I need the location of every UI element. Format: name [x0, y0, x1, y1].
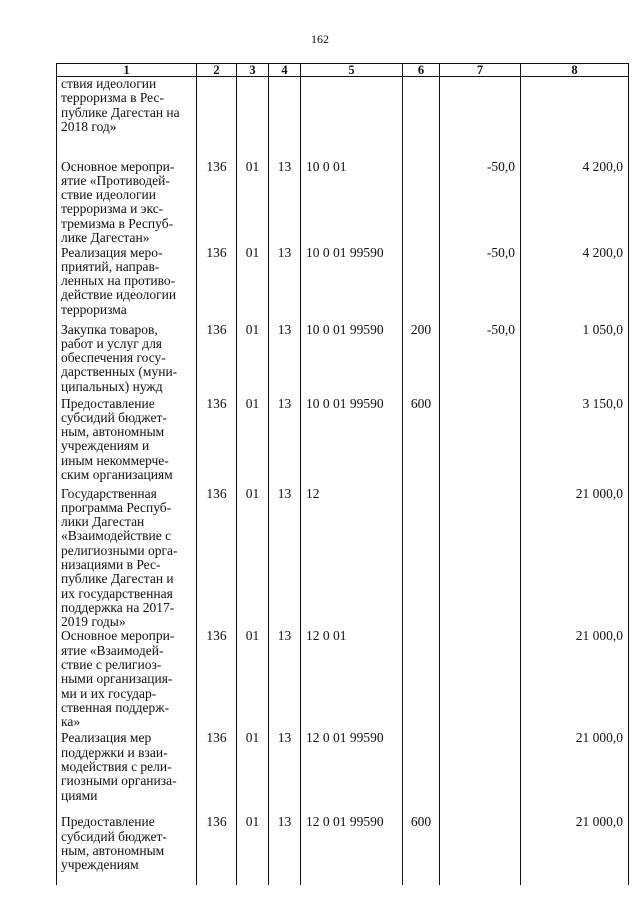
row-description: Реализация меро- приятий, направ- ленных на противо- действие идеологии терроризма [57, 246, 197, 323]
cell-section: 01 [237, 397, 269, 487]
column-header: 5 [301, 64, 403, 77]
row-description: Закупка товаров, работ и услуг для обеспечения госу- дарственных (муни- ципальных) нужд [57, 323, 197, 397]
cell-subsection: 13 [269, 397, 301, 487]
cell-subsection: 13 [269, 246, 301, 323]
cell-change [440, 629, 521, 731]
cell-amount: 21 000,0 [521, 815, 629, 885]
table-row [57, 731, 629, 815]
cell-target-article: 12 [301, 487, 403, 630]
cell-amount: 4 200,0 [521, 160, 629, 246]
cell-subsection: 13 [269, 815, 301, 885]
cell-subsection: 13 [269, 160, 301, 246]
cell-change: -50,0 [440, 323, 521, 397]
cell-section: 01 [237, 815, 269, 885]
cell-expense-type [403, 731, 440, 815]
row-description: Государственная программа Респуб- лики Дагестан «Взаимодействие с религиозными орга- низациями в Рес- публике Дагестан и их государственная поддержка на 2017- 2019 годы» [57, 487, 197, 630]
cell-amount: 1 050,0 [521, 323, 629, 397]
cell-admin-code [197, 77, 237, 160]
cell-expense-type: 600 [403, 815, 440, 885]
header-row [57, 64, 629, 77]
table-row [57, 246, 629, 323]
cell-admin-code: 136 [197, 731, 237, 815]
table-row [57, 323, 629, 397]
cell-subsection: 13 [269, 629, 301, 731]
cell-admin-code: 136 [197, 323, 237, 397]
row-description: Предоставление субсидий бюджет- ным, автономным учреждениям [57, 815, 197, 885]
cell-change: -50,0 [440, 160, 521, 246]
column-header: 3 [237, 64, 269, 77]
cell-change [440, 487, 521, 630]
row-description: Основное меропри- ятие «Взаимодей- ствие с религиоз- ными организация- ми и их государ- ственная поддерж- ка» [57, 629, 197, 731]
cell-target-article: 12 0 01 [301, 629, 403, 731]
cell-section: 01 [237, 629, 269, 731]
row-description: Предоставление субсидий бюджет- ным, автономным учреждениям и иным некоммерче- ским организациям [57, 397, 197, 487]
cell-amount: 21 000,0 [521, 731, 629, 815]
cell-admin-code: 136 [197, 815, 237, 885]
page-number: 162 [311, 32, 329, 46]
column-header: 1 [57, 64, 197, 77]
column-header: 2 [197, 64, 237, 77]
cell-change [440, 731, 521, 815]
cell-expense-type: 200 [403, 323, 440, 397]
row-description: Реализация мер поддержки и взаи- модействия с рели- гиозными организа- циями [57, 731, 197, 815]
table-row [57, 629, 629, 731]
cell-admin-code: 136 [197, 160, 237, 246]
cell-expense-type [403, 77, 440, 160]
row-description: Основное меропри- ятие «Противодей- ствие идеологии терроризма и экс- тремизма в Респуб- лике Дагестан» [57, 160, 197, 246]
cell-target-article [301, 77, 403, 160]
cell-section: 01 [237, 323, 269, 397]
column-header: 8 [521, 64, 629, 77]
cell-target-article: 12 0 01 99590 [301, 731, 403, 815]
cell-amount: 21 000,0 [521, 487, 629, 630]
cell-target-article: 10 0 01 99590 [301, 323, 403, 397]
cell-expense-type [403, 629, 440, 731]
table-row [57, 397, 629, 487]
cell-admin-code: 136 [197, 629, 237, 731]
cell-amount: 3 150,0 [521, 397, 629, 487]
cell-section: 01 [237, 731, 269, 815]
cell-change [440, 815, 521, 885]
column-header: 4 [269, 64, 301, 77]
cell-amount [521, 77, 629, 160]
cell-expense-type [403, 160, 440, 246]
cell-admin-code: 136 [197, 246, 237, 323]
row-description: ствия идеологии терроризма в Рес- публике Дагестан на 2018 год» [57, 77, 197, 160]
cell-subsection [269, 77, 301, 160]
cell-amount: 4 200,0 [521, 246, 629, 323]
table-row [57, 160, 629, 246]
cell-section: 01 [237, 246, 269, 323]
budget-table [56, 63, 629, 885]
cell-subsection: 13 [269, 487, 301, 630]
cell-change: -50,0 [440, 246, 521, 323]
cell-target-article: 12 0 01 99590 [301, 815, 403, 885]
cell-target-article: 10 0 01 99590 [301, 397, 403, 487]
cell-change [440, 397, 521, 487]
cell-admin-code: 136 [197, 397, 237, 487]
cell-section: 01 [237, 160, 269, 246]
cell-subsection: 13 [269, 323, 301, 397]
cell-change [440, 77, 521, 160]
table-row [57, 815, 629, 885]
cell-target-article: 10 0 01 [301, 160, 403, 246]
column-header: 7 [440, 64, 521, 77]
cell-admin-code: 136 [197, 487, 237, 630]
cell-section: 01 [237, 487, 269, 630]
cell-subsection: 13 [269, 731, 301, 815]
cell-expense-type [403, 487, 440, 630]
table-row [57, 487, 629, 630]
cell-target-article: 10 0 01 99590 [301, 246, 403, 323]
cell-expense-type: 600 [403, 397, 440, 487]
cell-section [237, 77, 269, 160]
cell-expense-type [403, 246, 440, 323]
table-row [57, 77, 629, 160]
column-header: 6 [403, 64, 440, 77]
cell-amount: 21 000,0 [521, 629, 629, 731]
